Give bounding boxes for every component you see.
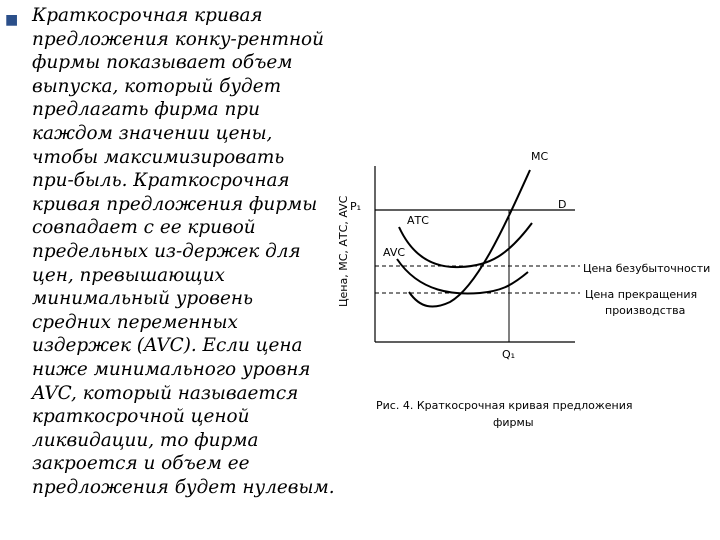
bullet-line: закроется и объем ее	[32, 453, 250, 475]
bullet-line: краткосрочной ценой	[32, 406, 250, 428]
bullet-line: Краткосрочная кривая	[32, 5, 263, 26]
avc-label: AVC	[383, 246, 406, 259]
bullet-line: фирмы показывает объем	[32, 52, 293, 74]
atc-label: АТС	[407, 214, 429, 227]
shutdown-label-line2: производства	[605, 304, 686, 317]
atc-curve	[399, 223, 532, 267]
bullet-line: минимальный уровень	[32, 288, 253, 310]
bullet-line: каждом значении цены,	[32, 122, 273, 144]
figure-caption	[376, 397, 676, 431]
bullet-line: издержек (AVC). Если цена	[32, 335, 303, 357]
bullet-line: выпуска, который будет	[32, 75, 282, 97]
y-axis-label: Цена, МС, АТС, AVC	[337, 195, 350, 307]
bullet-line: AVC, который называется	[32, 382, 299, 404]
square-bullet-icon: ■	[5, 12, 19, 28]
bullet-line: совпадает с ее кривой	[32, 217, 256, 239]
breakeven-label: Цена безубыточности	[583, 262, 711, 275]
bullet-line: ликвидации, то фирма	[32, 429, 259, 451]
demand-label: D	[558, 198, 567, 211]
bullet-line: предложения будет нулевым.	[32, 476, 335, 498]
caption-line-1: Рис. 4. Краткосрочная кривая предложения	[376, 399, 633, 412]
mc-label: МС	[531, 150, 549, 163]
bullet-line: при-быль. Краткосрочная	[32, 170, 290, 192]
bullet-line: средних переменных	[32, 311, 238, 333]
caption-line-2: фирмы	[493, 416, 534, 429]
bullet-line: чтобы максимизировать	[32, 146, 285, 168]
bullet-line: предложения конку-рентной	[32, 28, 324, 50]
bullet-line: цен, превышающих	[32, 264, 225, 286]
bullet-line: предлагать фирма при	[32, 99, 260, 121]
bullet-line: кривая предложения фирмы	[32, 193, 318, 215]
p1-label: P₁	[350, 200, 362, 213]
q1-label: Q₁	[502, 348, 516, 361]
bullet-line: предельных из-держек для	[32, 240, 301, 262]
shutdown-label-line1: Цена прекращения	[585, 288, 698, 301]
avc-curve	[397, 259, 528, 294]
bullet-line: ниже минимального уровня	[32, 358, 311, 380]
